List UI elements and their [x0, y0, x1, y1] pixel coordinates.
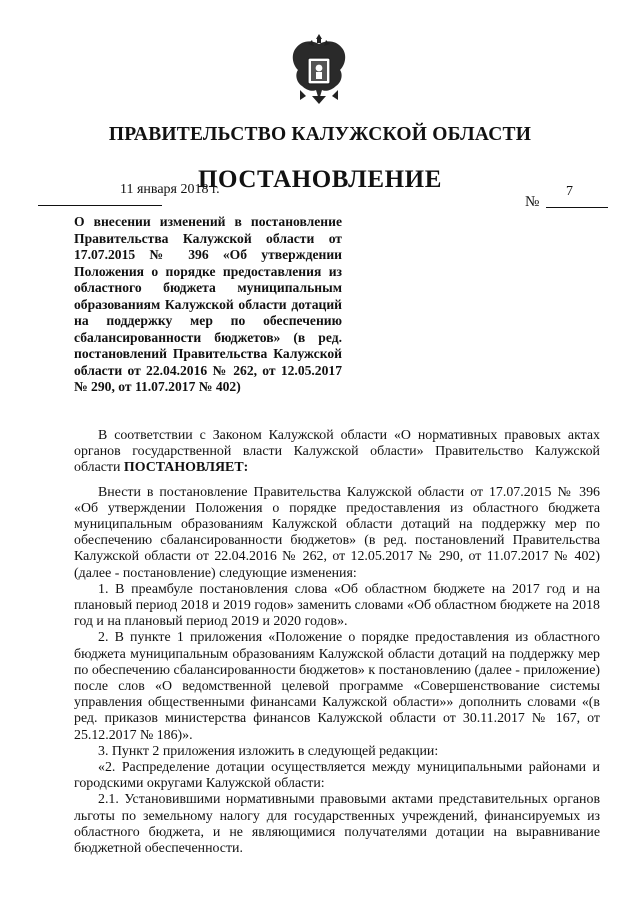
body-paragraph: 2. В пункте 1 приложения «Положение о порядке предоставления из областного бюджета муниципальным образованиям Калужской области дотаций на поддержку мер по обеспечению сбалансированности бюджетов» к постановлению (далее - приложение) после слов «О ведомственной целевой программе «Совершенствование системы управления общественными финансами Калужской области»» дополнить словами «(в ред. приказов министерства финансов Калужской области от 30.11.2017 № 167, от 25.12.2017 № 186)».	[74, 630, 600, 743]
decree-word: ПОСТАНОВЛЯЕТ:	[123, 460, 249, 476]
preamble-paragraph	[74, 428, 600, 477]
document-type-title: ПОСТАНОВЛЕНИЕ	[197, 166, 443, 193]
body-paragraph: Внести в постановление Правительства Калужской области от 17.07.2015 № 396 «Об утверждении Положения о порядке предоставления из областного бюджета муниципальным образованиям Калужской области дотаций на поддержку мер по обеспечению сбалансированности бюджетов» (в ред. постановлений Правительства Калужской области от 22.04.2016 № 262, от 12.05.2017 № 290, от 11.07.2017 № 402) (далее - постановление) следующие изменения:	[74, 484, 600, 581]
number-label: №	[525, 194, 540, 210]
body-paragraph: 2.1. Установившими нормативными правовыми актами представительных органов льготы по земельному налогу для государственных учреждений, финансируемых из областного бюджета, и не являющимися получателями дотации на выравнивание бюджетной обеспеченности.	[74, 792, 600, 857]
body-paragraph: 3. Пункт 2 приложения изложить в следующей редакции:	[98, 743, 439, 759]
document-number: 7	[566, 184, 573, 199]
government-title: ПРАВИТЕЛЬСТВО КАЛУЖСКОЙ ОБЛАСТИ	[108, 124, 532, 145]
preamble-text: В соответствии с Законом Калужской области «О нормативных правовых актах органов государственной власти Калужской области» Правительство Калужской области	[74, 428, 600, 476]
coat-of-arms-emblem	[286, 30, 352, 106]
body-paragraph: 1. В преамбуле постановления слова «Об областном бюджете на 2017 год и на плановый период 2018 и 2019 годов» заменить словами «Об областном бюджете на 2018 год и на плановый период 2019 и 2020 годов».	[74, 581, 600, 630]
number-underline	[546, 207, 608, 208]
date-underline	[38, 205, 162, 206]
body-paragraph: «2. Распределение дотации осуществляется между муниципальными районами и городскими округами Калужской области:	[74, 760, 600, 792]
document-body	[74, 428, 600, 857]
document-subject: О внесении изменений в постановление Правительства Калужской области от 17.07.2015 № 396 «Об утверждении Положения о порядке предоставления из областного бюджета муниципальным образованиям Калужской области дотаций на поддержку мер по обеспечению сбалансированности бюджетов» (в ред. постановлений Правительства Калужской области от 22.04.2016 № 262, от 12.05.2017 № 290, от 11.07.2017 № 402)	[74, 214, 342, 394]
document-date: 11 января 2018 г.	[120, 182, 220, 197]
